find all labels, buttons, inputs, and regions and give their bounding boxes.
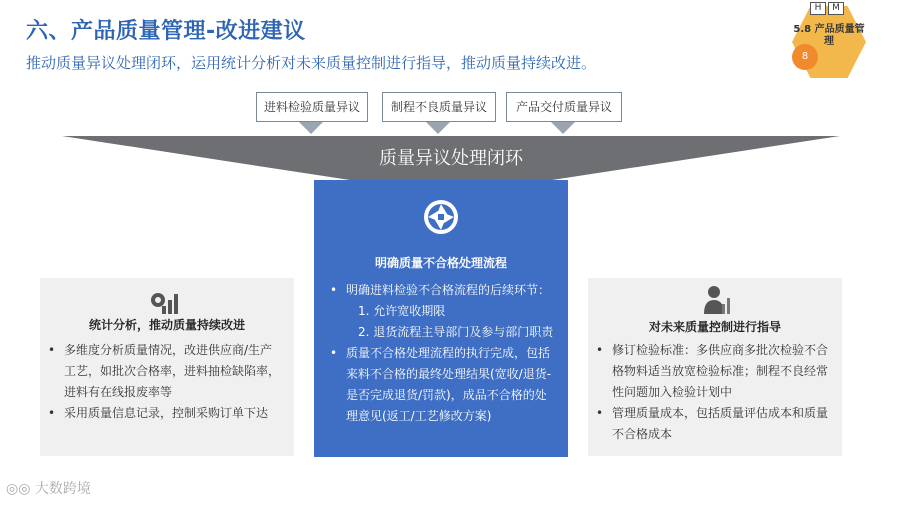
right-panel [588, 278, 842, 456]
list-item: • 管理质量成本，包括质量评估成本和质量不合格成本 [596, 403, 832, 445]
badge-label: 5.8 产品质量管理 [793, 24, 865, 47]
person-chart-icon [698, 284, 732, 316]
badge-tag-m: M [828, 2, 844, 15]
list-item: 2. 退货流程主导部门及参与部门职责 [358, 325, 554, 339]
right-heading: 对未来质量控制进行指导 [648, 320, 781, 334]
arrow-down-icon [551, 122, 575, 134]
list-item: 1. 允许宽收期限 [358, 304, 446, 318]
watermark [6, 478, 91, 498]
left-heading: 统计分析，推动质量持续改进 [88, 318, 245, 332]
analytics-gear-icon [148, 286, 184, 316]
arrow-down-icon [299, 122, 323, 134]
list-item: • 多维度分析质量情况，改进供应商/生产工艺，如批次合格率，进料抽检缺陷率，进料有在线报废率等 [48, 340, 284, 403]
badge-number: 8 [792, 44, 818, 70]
funnel-label: 质量异议处理闭环 [379, 148, 523, 169]
watermark-logo-icon: ◎◎ [6, 481, 35, 497]
arrow-down-icon [426, 122, 450, 134]
list-item: • 质量不合格处理流程的执行完成，包括来料不合格的最终处理结果(宽收/退货-是否完成退货/罚款)，成品不合格的处理意见(返工/工艺修改方案) [330, 343, 556, 427]
shutter-icon [424, 200, 458, 234]
left-list [48, 340, 284, 424]
center-panel [314, 180, 568, 457]
list-item: • 修订检验标准：多供应商多批次检验不合格物料适当放宽检验标准；制程不良经常性问题加入检验计划中 [596, 340, 832, 403]
center-list [322, 280, 566, 427]
topbox-process: 制程不良质量异议 [382, 92, 496, 122]
list-item: • 明确进料检验不合格流程的后续环节： [330, 280, 556, 301]
page-title: 六、产品质量管理-改进建议 [26, 19, 306, 44]
badge-tag-h: H [810, 2, 826, 15]
topbox-incoming: 进料检验质量异议 [256, 92, 368, 122]
watermark-text: 大数跨境 [34, 481, 91, 497]
left-panel [40, 278, 294, 456]
right-list [596, 340, 832, 445]
page-subtitle: 推动质量异议处理闭环，运用统计分析对未来质量控制进行指导，推动质量持续改进。 [26, 54, 597, 72]
center-heading: 明确质量不合格处理流程 [374, 256, 507, 270]
topbox-delivery: 产品交付质量异议 [506, 92, 622, 122]
list-item: • 采用质量信息记录，控制采购订单下达 [48, 403, 284, 424]
